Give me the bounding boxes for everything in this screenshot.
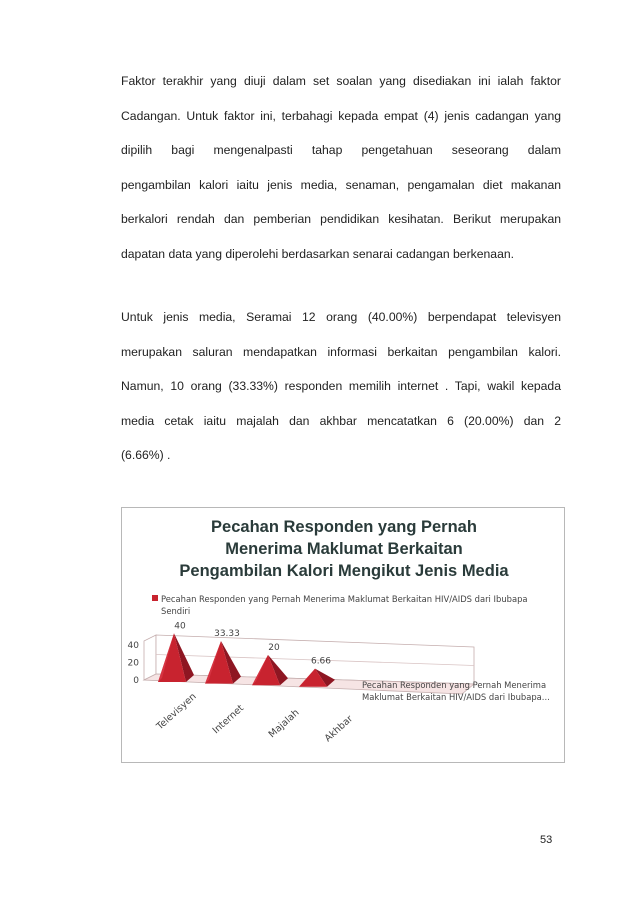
text-line: Faktor terakhir yang diuji dalam set soalan yang disediakan ini ialah faktor xyxy=(121,74,561,88)
legend-swatch-top xyxy=(152,595,158,601)
chart-legend-text: Maklumat Berkaitan HIV/AIDS dari Ibubapa... xyxy=(362,692,550,702)
category-label: Akhbar xyxy=(322,713,356,745)
page-number: 53 xyxy=(540,834,553,846)
chart-top-caption: Sendiri xyxy=(161,606,191,616)
text-line: Cadangan. Untuk faktor ini, terbahagi kepada empat (4) jenis cadangan yang xyxy=(121,108,561,123)
text-line: dipilih bagi mengenalpasti tahap pengetahuan seseorang dalam xyxy=(121,143,561,158)
y-tick-label: 0 xyxy=(133,676,139,686)
chart-top-caption: Pecahan Responden yang Pernah Menerima Maklumat Berkaitan HIV/AIDS dari Ibubapa xyxy=(161,594,528,604)
y-tick-label: 40 xyxy=(127,641,139,651)
text-line: berkalori rendah dan pemberian pendidikan kesihatan. Berikut merupakan xyxy=(121,212,561,227)
category-label: Televisyen xyxy=(154,691,199,733)
chart-container xyxy=(121,507,565,763)
chart-left-wall xyxy=(144,635,156,680)
data-label: 33.33 xyxy=(214,628,240,639)
chart-svg xyxy=(122,508,566,764)
data-label: 40 xyxy=(174,621,186,632)
chart-legend-text: Pecahan Responden yang Pernah Menerima xyxy=(362,680,547,690)
text-line: Namun, 10 orang (33.33%) responden memilih internet . Tapi, wakil kepada xyxy=(121,379,561,394)
chart-title-line: Pecahan Responden yang Pernah xyxy=(211,518,477,536)
text-line: pengambilan kalori iaitu jenis media, senaman, pengamalan diet makanan xyxy=(121,177,561,192)
text-line: media cetak iaitu majalah dan akhbar mencatatkan 6 (20.00%) dan 2 xyxy=(121,413,561,428)
paragraph-cadangan-intro xyxy=(121,64,561,272)
text-line: merupakan saluran mendapatkan informasi berkaitan pengambilan kalori. xyxy=(121,344,561,359)
category-label: Internet xyxy=(210,702,247,737)
chart-title-line: Menerima Maklumat Berkaitan xyxy=(225,540,463,558)
chart-title-line: Pengambilan Kalori Mengikut Jenis Media xyxy=(179,562,509,580)
paragraph-jenis-media xyxy=(121,300,561,473)
text-line: dapatan data yang diperolehi berdasarkan senarai cadangan berkenaan. xyxy=(121,246,515,261)
category-label: Majalah xyxy=(266,707,302,741)
data-label: 20 xyxy=(268,642,280,653)
text-line: (6.66%) . xyxy=(121,448,171,463)
text-line: Untuk jenis media, Seramai 12 orang (40.00%) berpendapat televisyen xyxy=(121,310,561,324)
y-tick-label: 20 xyxy=(127,658,139,669)
data-label: 6.66 xyxy=(310,656,332,667)
